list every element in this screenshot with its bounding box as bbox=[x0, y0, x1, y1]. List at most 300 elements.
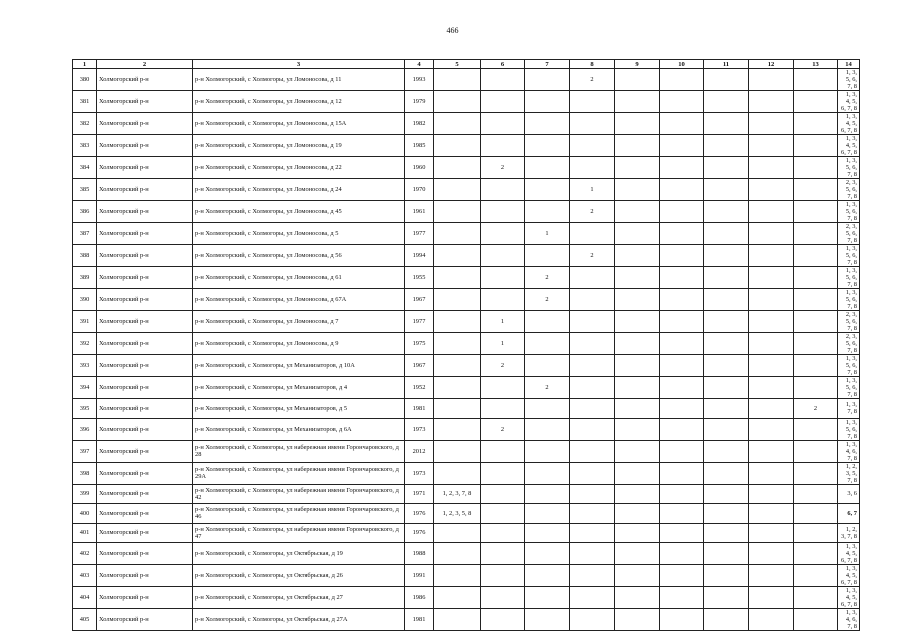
col6-cell bbox=[481, 484, 525, 504]
col11-cell bbox=[704, 418, 749, 440]
table-row bbox=[73, 179, 860, 201]
col10-cell bbox=[660, 289, 704, 311]
address-cell: р-н Холмогорский, с Холмогоры, ул Октябрьская, д 27А bbox=[193, 609, 405, 631]
table-row bbox=[73, 587, 860, 609]
year-cell: 1973 bbox=[405, 462, 434, 484]
district-cell: Холмогорский р-н bbox=[97, 179, 193, 201]
address-cell: р-н Холмогорский, с Холмогоры, ул Механизаторов, д 4 bbox=[193, 377, 405, 399]
col10-cell bbox=[660, 440, 704, 462]
col8-cell bbox=[570, 135, 615, 157]
col-header-12: 12 bbox=[749, 60, 794, 69]
col11-cell bbox=[704, 440, 749, 462]
codes-cell: 1, 2, 3, 5, 7, 8 bbox=[838, 462, 860, 484]
col6-cell bbox=[481, 543, 525, 565]
district-cell: Холмогорский р-н bbox=[97, 484, 193, 504]
address-cell: р-н Холмогорский, с Холмогоры, ул набережная имени Горончаровского, д 47 bbox=[193, 523, 405, 543]
col11-cell bbox=[704, 504, 749, 524]
col11-cell bbox=[704, 399, 749, 419]
col10-cell bbox=[660, 113, 704, 135]
address-cell: р-н Холмогорский, с Холмогоры, ул Ломоносова, д 12 bbox=[193, 91, 405, 113]
col8-cell bbox=[570, 543, 615, 565]
year-cell: 1971 bbox=[405, 484, 434, 504]
address-cell: р-н Холмогорский, с Холмогоры, ул набережная имени Горончаровского, д 29А bbox=[193, 462, 405, 484]
col7-cell: 2 bbox=[525, 289, 570, 311]
col12-cell bbox=[749, 440, 794, 462]
col10-cell bbox=[660, 69, 704, 91]
col6-cell bbox=[481, 289, 525, 311]
col7-cell bbox=[525, 311, 570, 333]
col10-cell bbox=[660, 504, 704, 524]
row-number: 394 bbox=[73, 377, 97, 399]
col13-cell bbox=[794, 484, 838, 504]
col11-cell bbox=[704, 135, 749, 157]
district-cell: Холмогорский р-н bbox=[97, 523, 193, 543]
codes-cell: 3, 6 bbox=[838, 484, 860, 504]
col10-cell bbox=[660, 245, 704, 267]
col9-cell bbox=[615, 377, 660, 399]
col11-cell bbox=[704, 157, 749, 179]
col8-cell: 2 bbox=[570, 245, 615, 267]
codes-cell: 1, 3, 5, 6, 7, 8 bbox=[838, 69, 860, 91]
col6-cell bbox=[481, 245, 525, 267]
col12-cell bbox=[749, 157, 794, 179]
year-cell: 1955 bbox=[405, 267, 434, 289]
row-number: 402 bbox=[73, 543, 97, 565]
codes-cell: 1, 3, 7, 8 bbox=[838, 399, 860, 419]
year-cell: 1981 bbox=[405, 399, 434, 419]
col7-cell bbox=[525, 179, 570, 201]
col10-cell bbox=[660, 223, 704, 245]
address-cell: р-н Холмогорский, с Холмогоры, ул Октябрьская, д 27 bbox=[193, 587, 405, 609]
col10-cell bbox=[660, 523, 704, 543]
col7-cell bbox=[525, 462, 570, 484]
col7-cell bbox=[525, 355, 570, 377]
col13-cell bbox=[794, 609, 838, 631]
row-number: 381 bbox=[73, 91, 97, 113]
year-cell: 1967 bbox=[405, 355, 434, 377]
col9-cell bbox=[615, 462, 660, 484]
row-number: 383 bbox=[73, 135, 97, 157]
col5-cell bbox=[434, 440, 481, 462]
codes-cell: 1, 3, 4, 5, 6, 7, 8 bbox=[838, 587, 860, 609]
col7-cell bbox=[525, 543, 570, 565]
col9-cell bbox=[615, 223, 660, 245]
col5-cell bbox=[434, 333, 481, 355]
col12-cell bbox=[749, 355, 794, 377]
col9-cell bbox=[615, 179, 660, 201]
codes-cell: 1, 3, 5, 6, 7, 8 bbox=[838, 157, 860, 179]
district-cell: Холмогорский р-н bbox=[97, 157, 193, 179]
table-row bbox=[73, 91, 860, 113]
address-cell: р-н Холмогорский, с Холмогоры, ул Ломоносова, д 67А bbox=[193, 289, 405, 311]
col8-cell: 2 bbox=[570, 69, 615, 91]
codes-cell: 1, 3, 4, 6, 7, 8 bbox=[838, 609, 860, 631]
col-header-9: 9 bbox=[615, 60, 660, 69]
address-cell: р-н Холмогорский, с Холмогоры, ул Механизаторов, д 6А bbox=[193, 418, 405, 440]
col5-cell bbox=[434, 289, 481, 311]
col8-cell bbox=[570, 333, 615, 355]
col7-cell bbox=[525, 157, 570, 179]
col12-cell bbox=[749, 399, 794, 419]
col13-cell bbox=[794, 245, 838, 267]
col13-cell bbox=[794, 440, 838, 462]
col6-cell bbox=[481, 587, 525, 609]
district-cell: Холмогорский р-н bbox=[97, 69, 193, 91]
col9-cell bbox=[615, 504, 660, 524]
col11-cell bbox=[704, 609, 749, 631]
district-cell: Холмогорский р-н bbox=[97, 135, 193, 157]
year-cell: 1986 bbox=[405, 587, 434, 609]
col10-cell bbox=[660, 311, 704, 333]
col9-cell bbox=[615, 267, 660, 289]
col7-cell bbox=[525, 201, 570, 223]
district-cell: Холмогорский р-н bbox=[97, 399, 193, 419]
year-cell: 1982 bbox=[405, 113, 434, 135]
col13-cell bbox=[794, 333, 838, 355]
col7-cell bbox=[525, 399, 570, 419]
district-cell: Холмогорский р-н bbox=[97, 311, 193, 333]
address-cell: р-н Холмогорский, с Холмогоры, ул Ломоносова, д 45 bbox=[193, 201, 405, 223]
col6-cell bbox=[481, 523, 525, 543]
year-cell: 1988 bbox=[405, 543, 434, 565]
col8-cell bbox=[570, 418, 615, 440]
district-cell: Холмогорский р-н bbox=[97, 355, 193, 377]
col5-cell bbox=[434, 69, 481, 91]
header-row bbox=[73, 60, 860, 69]
table-row bbox=[73, 399, 860, 419]
col12-cell bbox=[749, 377, 794, 399]
codes-cell: 1, 3, 5, 6, 7, 8 bbox=[838, 289, 860, 311]
col6-cell bbox=[481, 267, 525, 289]
table-row bbox=[73, 201, 860, 223]
col11-cell bbox=[704, 523, 749, 543]
row-number: 384 bbox=[73, 157, 97, 179]
col11-cell bbox=[704, 267, 749, 289]
col8-cell bbox=[570, 113, 615, 135]
year-cell: 1967 bbox=[405, 289, 434, 311]
col8-cell bbox=[570, 377, 615, 399]
district-cell: Холмогорский р-н bbox=[97, 113, 193, 135]
col6-cell bbox=[481, 179, 525, 201]
col12-cell bbox=[749, 223, 794, 245]
row-number: 405 bbox=[73, 609, 97, 631]
table-row bbox=[73, 484, 860, 504]
col8-cell bbox=[570, 267, 615, 289]
col10-cell bbox=[660, 462, 704, 484]
col13-cell bbox=[794, 355, 838, 377]
table-row bbox=[73, 289, 860, 311]
year-cell: 1994 bbox=[405, 245, 434, 267]
table-row bbox=[73, 440, 860, 462]
row-number: 398 bbox=[73, 462, 97, 484]
col5-cell: 1, 2, 3, 5, 8 bbox=[434, 504, 481, 524]
col-header-4: 4 bbox=[405, 60, 434, 69]
col9-cell bbox=[615, 289, 660, 311]
col13-cell bbox=[794, 311, 838, 333]
row-number: 388 bbox=[73, 245, 97, 267]
codes-cell: 2, 3, 5, 6, 7, 8 bbox=[838, 179, 860, 201]
col13-cell bbox=[794, 289, 838, 311]
col12-cell bbox=[749, 587, 794, 609]
col11-cell bbox=[704, 69, 749, 91]
col10-cell bbox=[660, 157, 704, 179]
row-number: 385 bbox=[73, 179, 97, 201]
col9-cell bbox=[615, 201, 660, 223]
district-cell: Холмогорский р-н bbox=[97, 201, 193, 223]
address-cell: р-н Холмогорский, с Холмогоры, ул Ломоносова, д 5 bbox=[193, 223, 405, 245]
col6-cell bbox=[481, 91, 525, 113]
col9-cell bbox=[615, 91, 660, 113]
table-row bbox=[73, 157, 860, 179]
codes-cell: 1, 3, 5, 6, 7, 8 bbox=[838, 245, 860, 267]
col8-cell bbox=[570, 504, 615, 524]
district-cell: Холмогорский р-н bbox=[97, 609, 193, 631]
col5-cell bbox=[434, 223, 481, 245]
codes-cell: 1, 3, 5, 6, 7, 8 bbox=[838, 418, 860, 440]
row-number: 382 bbox=[73, 113, 97, 135]
col-header-8: 8 bbox=[570, 60, 615, 69]
year-cell: 1979 bbox=[405, 91, 434, 113]
col5-cell bbox=[434, 462, 481, 484]
row-number: 380 bbox=[73, 69, 97, 91]
row-number: 390 bbox=[73, 289, 97, 311]
codes-cell: 1, 3, 4, 5, 6, 7, 8 bbox=[838, 91, 860, 113]
district-cell: Холмогорский р-н bbox=[97, 418, 193, 440]
col6-cell: 1 bbox=[481, 311, 525, 333]
col-header-5: 5 bbox=[434, 60, 481, 69]
district-cell: Холмогорский р-н bbox=[97, 504, 193, 524]
col11-cell bbox=[704, 565, 749, 587]
table-row bbox=[73, 311, 860, 333]
codes-cell: 1, 3, 5, 6, 7, 8 bbox=[838, 201, 860, 223]
year-cell: 1985 bbox=[405, 135, 434, 157]
col9-cell bbox=[615, 399, 660, 419]
row-number: 386 bbox=[73, 201, 97, 223]
year-cell: 1976 bbox=[405, 504, 434, 524]
table-row bbox=[73, 377, 860, 399]
col11-cell bbox=[704, 245, 749, 267]
col6-cell bbox=[481, 377, 525, 399]
row-number: 389 bbox=[73, 267, 97, 289]
address-cell: р-н Холмогорский, с Холмогоры, ул Октябрьская, д 26 bbox=[193, 565, 405, 587]
col5-cell bbox=[434, 565, 481, 587]
col9-cell bbox=[615, 484, 660, 504]
district-cell: Холмогорский р-н bbox=[97, 440, 193, 462]
col6-cell: 2 bbox=[481, 157, 525, 179]
codes-cell: 2, 3, 5, 6, 7, 8 bbox=[838, 333, 860, 355]
col11-cell bbox=[704, 91, 749, 113]
col-header-13: 13 bbox=[794, 60, 838, 69]
col6-cell bbox=[481, 113, 525, 135]
col8-cell bbox=[570, 565, 615, 587]
col5-cell bbox=[434, 179, 481, 201]
codes-cell: 1, 2, 3, 7, 8 bbox=[838, 523, 860, 543]
year-cell: 2012 bbox=[405, 440, 434, 462]
col7-cell bbox=[525, 587, 570, 609]
table-row bbox=[73, 245, 860, 267]
codes-cell: 1, 3, 4, 5, 6, 7, 8 bbox=[838, 565, 860, 587]
year-cell: 1993 bbox=[405, 69, 434, 91]
table-row bbox=[73, 355, 860, 377]
col7-cell: 2 bbox=[525, 377, 570, 399]
col9-cell bbox=[615, 135, 660, 157]
year-cell: 1952 bbox=[405, 377, 434, 399]
row-number: 399 bbox=[73, 484, 97, 504]
table-row bbox=[73, 418, 860, 440]
col6-cell bbox=[481, 135, 525, 157]
col13-cell bbox=[794, 91, 838, 113]
address-cell: р-н Холмогорский, с Холмогоры, ул Механизаторов, д 5 bbox=[193, 399, 405, 419]
table-row bbox=[73, 462, 860, 484]
row-number: 395 bbox=[73, 399, 97, 419]
col7-cell: 1 bbox=[525, 223, 570, 245]
col8-cell: 1 bbox=[570, 179, 615, 201]
col9-cell bbox=[615, 587, 660, 609]
row-number: 404 bbox=[73, 587, 97, 609]
col12-cell bbox=[749, 135, 794, 157]
col8-cell bbox=[570, 462, 615, 484]
codes-cell: 1, 3, 4, 5, 6, 7, 8 bbox=[838, 543, 860, 565]
address-cell: р-н Холмогорский, с Холмогоры, ул Ломоносова, д 11 bbox=[193, 69, 405, 91]
col9-cell bbox=[615, 355, 660, 377]
col13-cell bbox=[794, 523, 838, 543]
address-cell: р-н Холмогорский, с Холмогоры, ул Ломоносова, д 61 bbox=[193, 267, 405, 289]
col10-cell bbox=[660, 179, 704, 201]
col11-cell bbox=[704, 377, 749, 399]
col8-cell bbox=[570, 311, 615, 333]
district-cell: Холмогорский р-н bbox=[97, 587, 193, 609]
address-cell: р-н Холмогорский, с Холмогоры, ул Октябрьская, д 19 bbox=[193, 543, 405, 565]
district-cell: Холмогорский р-н bbox=[97, 91, 193, 113]
col12-cell bbox=[749, 418, 794, 440]
district-cell: Холмогорский р-н bbox=[97, 377, 193, 399]
col8-cell bbox=[570, 440, 615, 462]
col13-cell: 2 bbox=[794, 399, 838, 419]
col12-cell bbox=[749, 523, 794, 543]
col10-cell bbox=[660, 201, 704, 223]
year-cell: 1961 bbox=[405, 201, 434, 223]
table-row bbox=[73, 69, 860, 91]
col-header-3: 3 bbox=[193, 60, 405, 69]
col8-cell: 2 bbox=[570, 201, 615, 223]
district-cell: Холмогорский р-н bbox=[97, 333, 193, 355]
col-header-6: 6 bbox=[481, 60, 525, 69]
col5-cell bbox=[434, 267, 481, 289]
col10-cell bbox=[660, 418, 704, 440]
col8-cell bbox=[570, 609, 615, 631]
col12-cell bbox=[749, 484, 794, 504]
col12-cell bbox=[749, 113, 794, 135]
col7-cell: 2 bbox=[525, 267, 570, 289]
col10-cell bbox=[660, 399, 704, 419]
district-cell: Холмогорский р-н bbox=[97, 462, 193, 484]
row-number: 401 bbox=[73, 523, 97, 543]
address-cell: р-н Холмогорский, с Холмогоры, ул Ломоносова, д 7 bbox=[193, 311, 405, 333]
year-cell: 1975 bbox=[405, 333, 434, 355]
district-cell: Холмогорский р-н bbox=[97, 223, 193, 245]
col12-cell bbox=[749, 245, 794, 267]
codes-cell: 2, 3, 5, 6, 7, 8 bbox=[838, 311, 860, 333]
col12-cell bbox=[749, 543, 794, 565]
col6-cell: 2 bbox=[481, 355, 525, 377]
col7-cell bbox=[525, 504, 570, 524]
col5-cell bbox=[434, 113, 481, 135]
col7-cell bbox=[525, 523, 570, 543]
col5-cell bbox=[434, 377, 481, 399]
col12-cell bbox=[749, 201, 794, 223]
col9-cell bbox=[615, 69, 660, 91]
row-number: 400 bbox=[73, 504, 97, 524]
codes-cell: 1, 3, 5, 6, 7, 8 bbox=[838, 267, 860, 289]
col13-cell bbox=[794, 69, 838, 91]
table-row bbox=[73, 333, 860, 355]
col13-cell bbox=[794, 377, 838, 399]
col12-cell bbox=[749, 311, 794, 333]
col12-cell bbox=[749, 69, 794, 91]
col5-cell bbox=[434, 609, 481, 631]
col9-cell bbox=[615, 523, 660, 543]
col13-cell bbox=[794, 157, 838, 179]
col13-cell bbox=[794, 462, 838, 484]
col8-cell bbox=[570, 523, 615, 543]
col6-cell: 1 bbox=[481, 333, 525, 355]
col7-cell bbox=[525, 245, 570, 267]
col5-cell: 1, 2, 3, 7, 8 bbox=[434, 484, 481, 504]
col13-cell bbox=[794, 201, 838, 223]
col11-cell bbox=[704, 113, 749, 135]
col-header-2: 2 bbox=[97, 60, 193, 69]
col5-cell bbox=[434, 157, 481, 179]
table-row bbox=[73, 543, 860, 565]
codes-cell: 2, 3, 5, 6, 7, 8 bbox=[838, 223, 860, 245]
col8-cell bbox=[570, 91, 615, 113]
year-cell: 1977 bbox=[405, 223, 434, 245]
row-number: 393 bbox=[73, 355, 97, 377]
col-header-14: 14 bbox=[838, 60, 860, 69]
table-row bbox=[73, 504, 860, 524]
row-number: 391 bbox=[73, 311, 97, 333]
col13-cell bbox=[794, 543, 838, 565]
col7-cell bbox=[525, 113, 570, 135]
col6-cell bbox=[481, 399, 525, 419]
col6-cell bbox=[481, 201, 525, 223]
col10-cell bbox=[660, 377, 704, 399]
col10-cell bbox=[660, 135, 704, 157]
col11-cell bbox=[704, 223, 749, 245]
table-row bbox=[73, 267, 860, 289]
col13-cell bbox=[794, 418, 838, 440]
col9-cell bbox=[615, 157, 660, 179]
col10-cell bbox=[660, 543, 704, 565]
col5-cell bbox=[434, 543, 481, 565]
col8-cell bbox=[570, 157, 615, 179]
col11-cell bbox=[704, 462, 749, 484]
col8-cell bbox=[570, 355, 615, 377]
col13-cell bbox=[794, 587, 838, 609]
year-cell: 1981 bbox=[405, 609, 434, 631]
row-number: 396 bbox=[73, 418, 97, 440]
col5-cell bbox=[434, 245, 481, 267]
col5-cell bbox=[434, 587, 481, 609]
year-cell: 1960 bbox=[405, 157, 434, 179]
table-row bbox=[73, 523, 860, 543]
address-cell: р-н Холмогорский, с Холмогоры, ул набережная имени Горончаровского, д 28 bbox=[193, 440, 405, 462]
codes-cell: 1, 3, 4, 5, 6, 7, 8 bbox=[838, 113, 860, 135]
address-cell: р-н Холмогорский, с Холмогоры, ул Ломоносова, д 24 bbox=[193, 179, 405, 201]
col10-cell bbox=[660, 91, 704, 113]
col7-cell bbox=[525, 135, 570, 157]
district-cell: Холмогорский р-н bbox=[97, 267, 193, 289]
